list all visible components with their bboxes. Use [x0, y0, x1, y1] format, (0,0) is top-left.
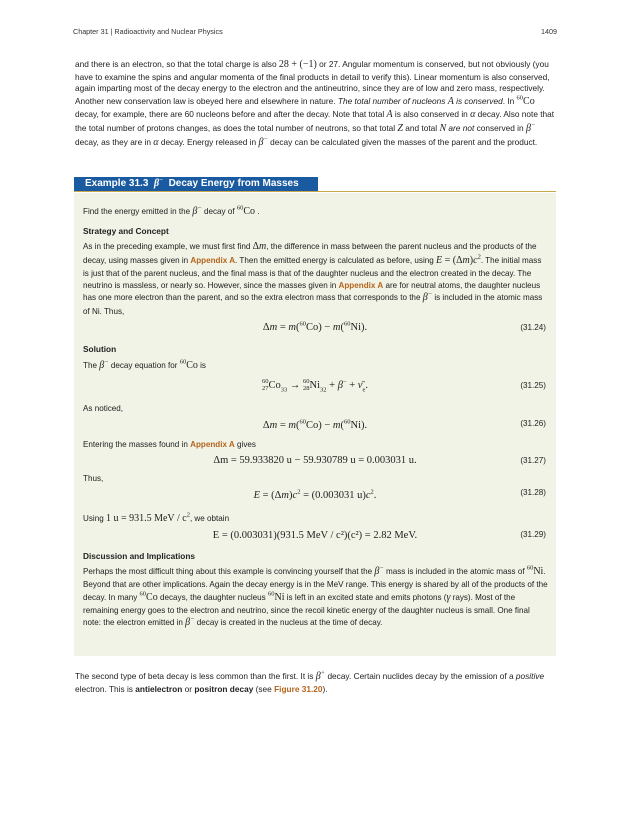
appendix-a-link-3[interactable]: Appendix A	[190, 440, 235, 449]
example-title: Example 31.3 β− Decay Energy from Masses	[74, 177, 318, 191]
equation-31-25: 60 $27Co_{33} \to 60$ $28Ni_{32} + \beta^-$ + $\nū_e$.	[262, 378, 368, 394]
equation-31-28: $E = (\Delta m)c^2 = (0.003031$ $u)c^2$.	[253, 488, 377, 501]
discussion-heading: Discussion and Implications	[83, 551, 196, 561]
entering-text: Entering the masses found in Appendix A gives	[83, 440, 256, 449]
using-text: Using 1 u = 931.5 MeV / $c^2$, we obtain	[83, 511, 230, 524]
figure-31-20-link[interactable]: Figure 31.20	[274, 683, 323, 694]
example-divider	[74, 191, 556, 192]
solution-text: The β− decay equation for $^{60}$Co is	[83, 358, 206, 371]
strategy-heading: Strategy and Concept	[83, 226, 169, 236]
appendix-a-link[interactable]: Appendix A	[190, 256, 236, 266]
equation-number-31-25: (31.25)	[520, 381, 546, 390]
equation-number-31-24: (31.24)	[520, 323, 546, 332]
intro-paragraph: and there is an electron, so that the total charge is also 28 + (−1) or 27. Angular momentum is conserved, but not obviously (you have to examine the spins and angular momenta of the final products in detail to verify this). Linear momentum is also conserved, again imparting most of the decay energy to the electron and the antineutrino, since they are of low and zero mass, respectively. Another new conservation law is obeyed here and elsewhere in nature. The total number of nucleons A is conserved. In $^{60}$Co decay, for example, there are 60 nucleons before and after the decay. Note that total A is also conserved in α decay. Also note that the total number of protons changes, as does the total number of neutrons, so that total Z and total N are not conserved in β− decay, as they are in α decay. Energy released in β− decay can be calculated given the masses of the parent and the product.	[75, 59, 555, 149]
equation-31-24: Δm = m($^{60}$Co) − m($^{60}$Ni).	[262, 320, 368, 333]
equation-number-31-27: (31.27)	[520, 456, 546, 465]
thus-text: Thus,	[83, 474, 104, 483]
example-problem: Find the energy emitted in the β− decay of $^{60}$Co .	[83, 204, 260, 217]
running-header-chapter: Chapter 31 | Radioactivity and Nuclear Physics	[73, 27, 223, 36]
appendix-a-link-2[interactable]: Appendix A	[338, 280, 384, 290]
strategy-text: As in the preceding example, we must first find Δm, the difference in mass between the parent nucleus and the products of the decay, using masses given in Appendix A. Then the emitted energy is calculated as before, using $E = (\Delta m)c^2$. The initial mass is just that of the parent nucleus, and the final mass is that of the daughter nucleus and the electron created in the decay. The neutrino is massless, or nearly so. However, since the masses given in Appendix A are for neutral atoms, the daughter nucleus has one more electron than the parent, and so the extra electron mass that corresponds to the β− is included in the atomic mass of Ni. Thus,	[83, 241, 543, 316]
as-noticed-text: As noticed,	[83, 404, 124, 413]
example-box	[74, 193, 556, 656]
equation-31-26: Δm = m($^{60}$Co) − m($^{60}$Ni).	[262, 418, 368, 431]
outro-paragraph: The second type of beta decay is less common than the first. It is β+ decay. Certain nuclides decay by the emission of a positive electron. This is antielectron or positron decay (see Figure 31.20).	[75, 669, 545, 694]
equation-number-31-26: (31.26)	[520, 419, 546, 428]
equation-number-31-28: (31.28)	[520, 488, 546, 497]
equation-31-29: E = (0.003031)(931.5 MeV / c²)(c²) = 2.82 MeV.	[212, 530, 418, 541]
discussion-text: Perhaps the most difficult thing about this example is convincing yourself that the β− mass is included in the atomic mass of $^{60}$Ni. Beyond that are other implications. Again the decay energy is in the MeV range. This energy is shared by all of the products of the decay. In many $^{60}$Co decays, the daughter nucleus $^{60}$Ni is left in an excited state and emits photons (γ rays). Most of the remaining energy goes to the electron and neutrino, since the recoil kinetic energy of the daughter nucleus is small. One final note: the electron emitted in β− decay is created in the nucleus at the time of decay.	[83, 564, 548, 629]
equation-number-31-29: (31.29)	[520, 530, 546, 539]
solution-heading: Solution	[83, 344, 117, 354]
page-number: 1409	[541, 27, 557, 36]
equation-31-27: Δm = 59.933820 u − 59.930789 u = 0.003031 u.	[213, 455, 417, 466]
